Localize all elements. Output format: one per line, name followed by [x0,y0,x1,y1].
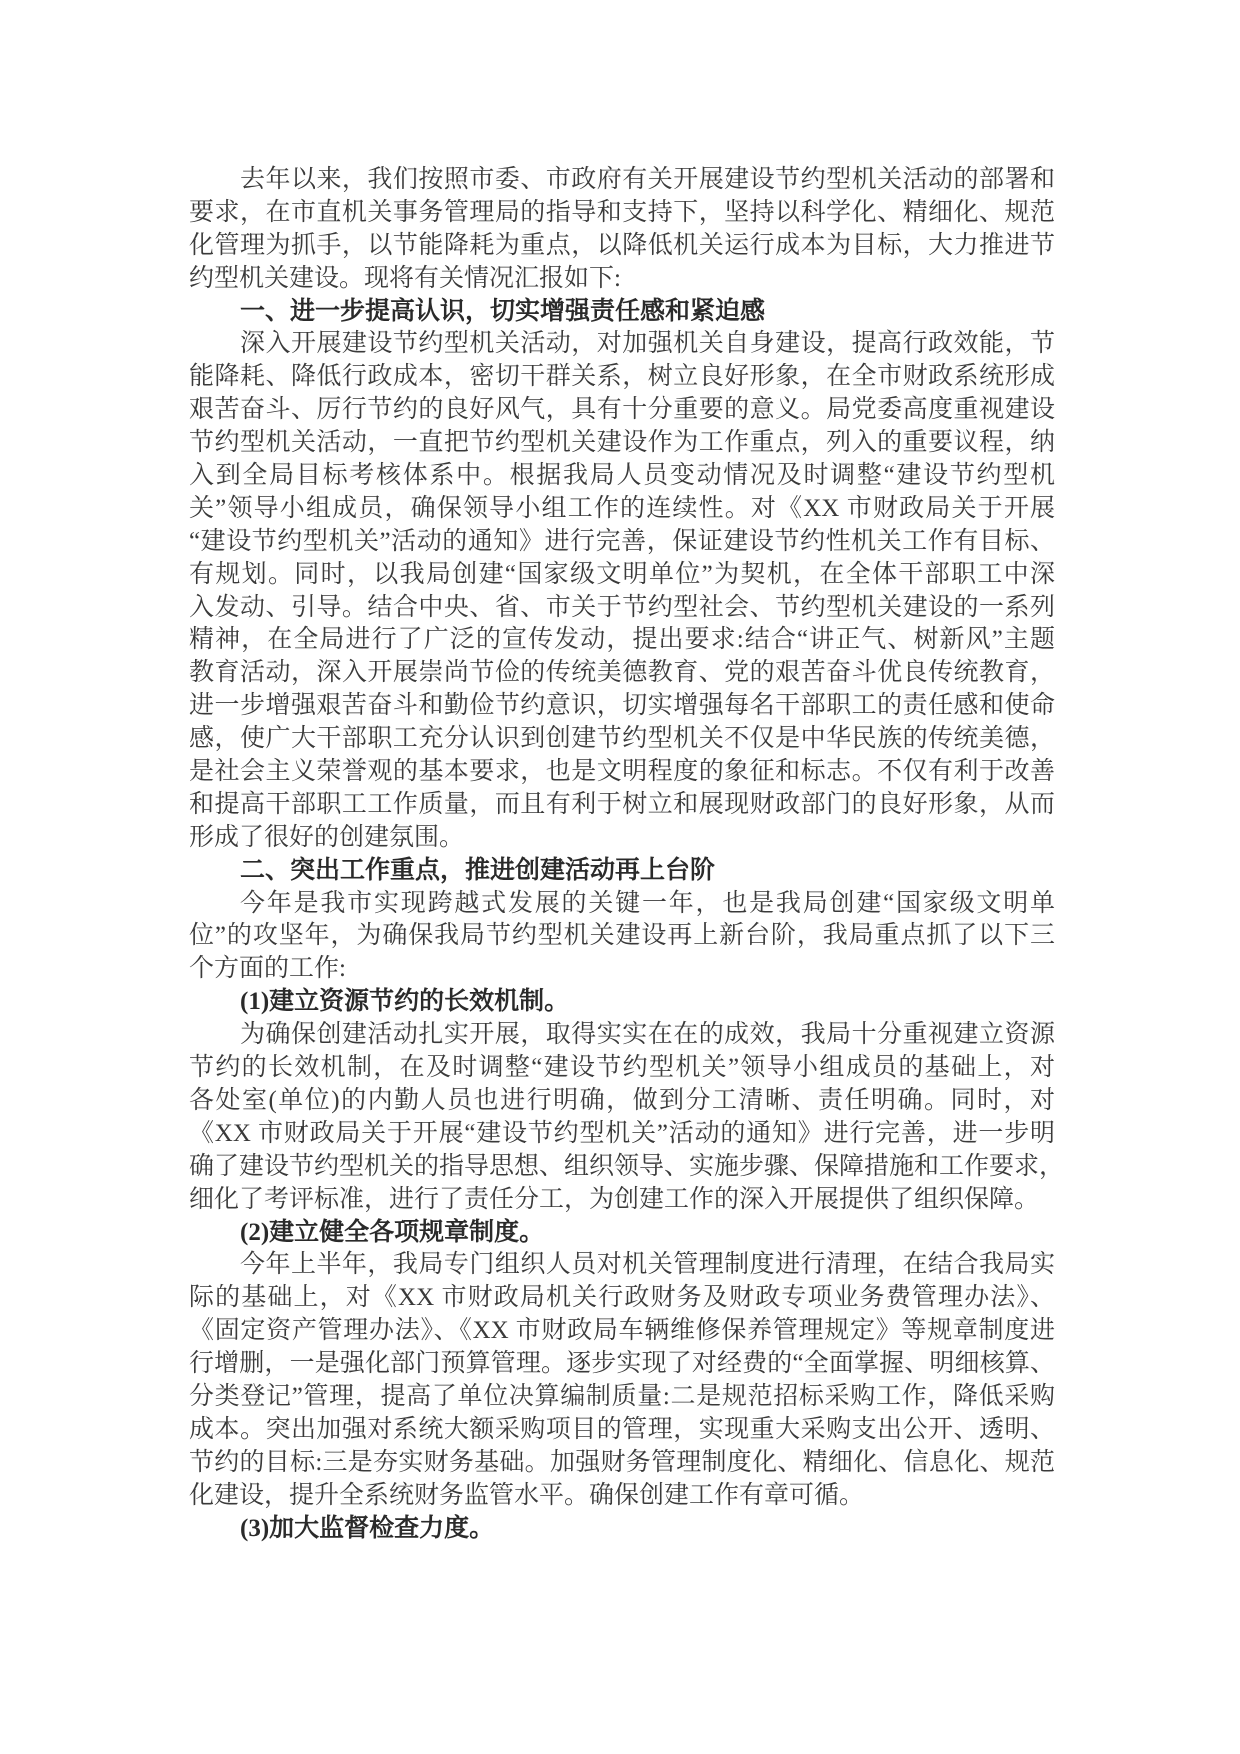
section-heading [189,855,1055,888]
text-line: 入到全局目标考核体系中。根据我局人员变动情况及时调整“建设节约型机 [189,462,1055,490]
text-line: 各处室(单位)的内勤人员也进行明确，做到分工清晰、责任明确。同时，对 [189,1086,1055,1114]
text-line: 节约的长效机制，在及时调整“建设节约型机关”领导小组成员的基础上，对 [189,1054,1055,1082]
text-line: 个方面的工作: [189,955,346,983]
text-line: 节约的目标:三是夯实财务基础。加强财务管理制度化、精细化、信息化、规范 [189,1448,1055,1476]
text-line: 化建设，提升全系统财务监管水平。确保创建工作有章可循。 [189,1481,865,1509]
text-line: 际的基础上，对《XX 市财政局机关行政财务及财政专项业务费管理办法》、 [189,1284,1055,1312]
text-line: 关”领导小组成员，确保领导小组工作的连续性。对《XX 市财政局关于开展 [189,494,1055,522]
section-heading [189,1513,1055,1546]
text-line: 精神，在全局进行了广泛的宣传发动，提出要求:结合“讲正气、树新风”主题 [189,626,1055,654]
text-line: 化管理为抓手，以节能降耗为重点，以降低机关运行成本为目标，大力推进节 [189,231,1055,259]
paragraph [189,1249,1055,1512]
text-line: 约型机关建设。现将有关情况汇报如下: [189,264,621,292]
text-line: 《固定资产管理办法》、《XX 市财政局车辆维修保养管理规定》等规章制度进 [189,1317,1055,1345]
heading-text: (2)建立健全各项规章制度。 [240,1218,545,1246]
text-line: 形成了很好的创建氛围。 [189,823,465,851]
heading-text: (3)加大监督检查力度。 [240,1514,495,1542]
text-line: 深入开展建设节约型机关活动，对加强机关自身建设，提高行政效能，节 [240,330,1055,358]
text-line: 教育活动，深入开展崇尚节俭的传统美德教育、党的艰苦奋斗优良传统教育， [189,659,1055,687]
heading-text: 一、进一步提高认识，切实增强责任感和紧迫感 [240,297,766,325]
paragraph [189,164,1055,296]
section-heading [189,986,1055,1019]
text-line: 去年以来，我们按照市委、市政府有关开展建设节约型机关活动的部署和 [240,166,1055,193]
text-line: 要求，在市直机关事务管理局的指导和支持下，坚持以科学化、精细化、规范 [189,198,1055,226]
text-line: 位”的攻坚年，为确保我局节约型机关建设再上新台阶，我局重点抓了以下三 [189,922,1055,950]
document-body [189,164,1065,1545]
heading-text: 二、突出工作重点，推进创建活动再上台阶 [240,856,716,884]
heading-text: (1)建立资源节约的长效机制。 [240,988,570,1016]
text-line: 行增删，一是强化部门预算管理。逐步实现了对经费的“全面掌握、明细核算、 [189,1350,1055,1378]
text-line: 分类登记”管理，提高了单位决算编制质量:二是规范招标采购工作，降低采购 [189,1382,1055,1410]
text-line: 能降耗、降低行政成本，密切干群关系，树立良好形象，在全市财政系统形成 [189,363,1055,391]
text-line: 今年是我市实现跨越式发展的关键一年，也是我局创建“国家级文明单 [240,889,1055,917]
text-line: 有规划。同时，以我局创建“国家级文明单位”为契机，在全体干部职工中深 [189,560,1055,588]
section-heading [189,296,1055,329]
text-line: 进一步增强艰苦奋斗和勤俭节约意识，切实增强每名干部职工的责任感和使命 [189,692,1055,720]
text-line: 确了建设节约型机关的指导思想、组织领导、实施步骤、保障措施和工作要求， [189,1152,1065,1180]
text-line: 细化了考评标准，进行了责任分工，为创建工作的深入开展提供了组织保障。 [189,1185,1040,1213]
text-line: 今年上半年，我局专门组织人员对机关管理制度进行清理，在结合我局实 [240,1251,1055,1279]
section-heading [189,1217,1055,1250]
paragraph [189,888,1055,987]
paragraph [189,1019,1065,1216]
text-line: 入发动、引导。结合中央、省、市关于节约型社会、节约型机关建设的一系列 [189,593,1055,621]
text-line: 是社会主义荣誉观的基本要求，也是文明程度的象征和标志。不仅有利于改善 [189,758,1055,786]
paragraph [189,328,1055,854]
text-line: 和提高干部职工工作质量，而且有利于树立和展现财政部门的良好形象，从而 [189,790,1055,818]
text-line: 节约型机关活动，一直把节约型机关建设作为工作重点，列入的重要议程，纳 [189,429,1055,457]
text-line: 成本。突出加强对系统大额采购项目的管理，实现重大采购支出公开、透明、 [189,1415,1055,1443]
text-line: 艰苦奋斗、厉行节约的良好风气，具有十分重要的意义。局党委高度重视建设 [189,396,1055,424]
text-line: 为确保创建活动扎实开展，取得实实在在的成效，我局十分重视建立资源 [240,1021,1055,1049]
text-line: 感，使广大干部职工充分认识到创建节约型机关不仅是中华民族的传统美德， [189,725,1055,753]
text-line: 《XX 市财政局关于开展“建设节约型机关”活动的通知》进行完善，进一步明 [189,1119,1055,1147]
text-line: “建设节约型机关”活动的通知》进行完善，保证建设节约性机关工作有目标、 [189,527,1055,555]
